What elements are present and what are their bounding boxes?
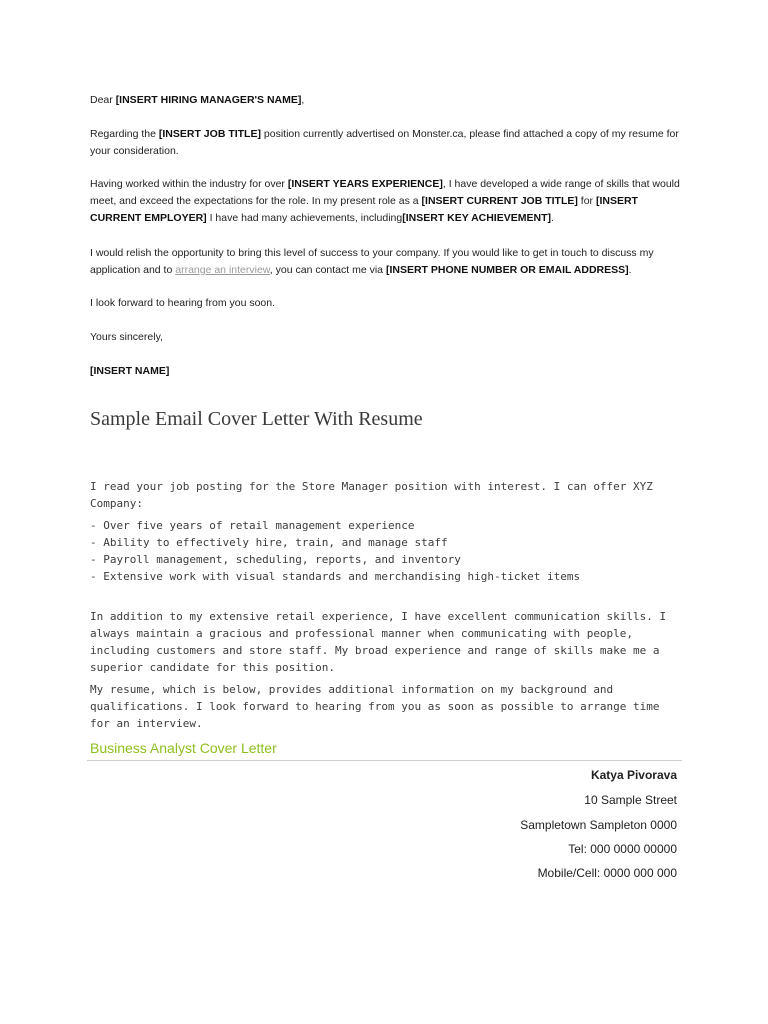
sender-name: Katya Pivorava — [590, 768, 677, 782]
years-placeholder: [INSERT YEARS EXPERIENCE] — [287, 178, 443, 190]
p2-text-c: for — [577, 195, 596, 207]
sample-paragraph-skills: In addition to my extensive retail experience, I have excellent communication skills. I always maintain a gracious and professional manner when communicating with people, including customers and store staff. My broad experience and range of skills make me a superior candidate for this position. — [90, 610, 667, 674]
current-job-placeholder: [INSERT CURRENT JOB TITLE] — [421, 195, 578, 207]
p3-text-a: I would relish the opportunity to bring this level of success to your company. If you would like to get in touch to discuss my application and to — [90, 247, 654, 276]
sender-city: Sampletown Sampleton 0000 — [520, 818, 677, 832]
paragraph-experience — [90, 176, 680, 227]
p2-text-a: Having worked within the industry for over — [90, 178, 288, 190]
name-placeholder: [INSERT NAME] — [90, 365, 170, 377]
p3-text-b: , you can contact me via — [269, 264, 386, 276]
sample-paragraph-resume: My resume, which is below, provides additional information on my background and qualifications. I look forward to hearing from you as soon as possible to arrange time for an interview. — [90, 683, 660, 730]
salutation-comma: , — [301, 94, 305, 106]
p3-text-c: . — [628, 264, 632, 276]
salutation-prefix: Dear — [90, 94, 116, 106]
section-divider — [87, 760, 682, 761]
job-title-placeholder: [INSERT JOB TITLE] — [158, 128, 261, 140]
sample-email-heading: Sample Email Cover Letter With Resume — [90, 408, 423, 430]
business-analyst-heading[interactable]: Business Analyst Cover Letter — [90, 740, 277, 756]
contact-placeholder: [INSERT PHONE NUMBER OR EMAIL ADDRESS] — [385, 264, 629, 276]
list-item: - Extensive work with visual standards and merchandising high-ticket items — [90, 570, 581, 583]
p1-text-b: position currently advertised on Monster.ca, please find attached a copy of my resume for your consideration. — [90, 128, 679, 157]
sender-mobile: Mobile/Cell: 0000 000 000 — [537, 866, 677, 880]
list-item: - Ability to effectively hire, train, and manage staff — [90, 536, 448, 549]
p2-text-e: . — [550, 212, 554, 224]
manager-name-placeholder: [INSERT HIRING MANAGER'S NAME] — [115, 94, 302, 106]
p1-text-a: Regarding the — [90, 128, 159, 140]
paragraph-look-forward: I look forward to hearing from you soon. — [90, 297, 276, 309]
paragraph-opportunity — [90, 245, 680, 279]
sample-intro: I read your job posting for the Store Manager position with interest. I can offer XYZ Company: — [90, 480, 653, 510]
p2-text-d: I have had many achievements, including — [206, 212, 403, 224]
signature-name — [90, 363, 680, 380]
arrange-interview-link[interactable]: arrange an interview — [175, 264, 270, 276]
qualification-list — [90, 517, 680, 585]
achievement-placeholder: [INSERT KEY ACHIEVEMENT] — [402, 212, 551, 224]
employer-placeholder: [INSERT CURRENT EMPLOYER] — [90, 195, 638, 224]
list-item: - Over five years of retail management experience — [90, 519, 415, 532]
p2-text-b: , I have developed a wide range of skills that would meet, and exceed the expectations for the role. In my present role as a — [90, 178, 680, 207]
closing-line: Yours sincerely, — [90, 331, 163, 343]
sender-tel: Tel: 000 0000 00000 — [568, 842, 677, 856]
salutation — [90, 92, 680, 109]
paragraph-job-title — [90, 126, 680, 160]
list-item: - Payroll management, scheduling, reports, and inventory — [90, 553, 461, 566]
sender-street: 10 Sample Street — [584, 793, 677, 807]
